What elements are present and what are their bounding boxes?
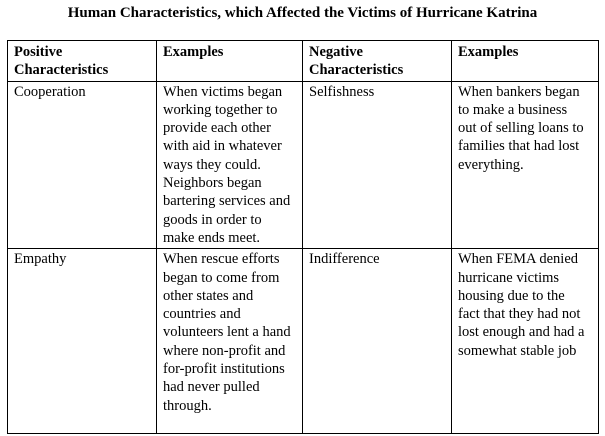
characteristics-table bbox=[7, 40, 599, 434]
table-header-row bbox=[8, 41, 599, 82]
header-positive-examples: Examples bbox=[157, 41, 303, 82]
positive-example-cell: When victims began working together to provide each other with aid in whatever ways they could. Neighbors began bartering services and goods in order to make ends meet. bbox=[157, 81, 303, 249]
negative-example-cell: When FEMA denied hurricane victims housing due to the fact that they had not lost enough and had a somewhat stable job bbox=[452, 249, 599, 434]
negative-example-cell: When bankers began to make a business out of selling loans to families that had lost everything. bbox=[452, 81, 599, 249]
positive-characteristic-cell: Cooperation bbox=[8, 81, 157, 249]
negative-characteristic-cell: Selfishness bbox=[303, 81, 452, 249]
positive-example-cell: When rescue efforts began to come from other states and countries and volunteers lent a hand where non-profit and for-profit institutions had never pulled through. bbox=[157, 249, 303, 434]
document-title: Human Characteristics, which Affected the Victims of Hurricane Katrina bbox=[67, 5, 538, 21]
header-negative-examples: Examples bbox=[452, 41, 599, 82]
header-positive-characteristics: Positive Characteristics bbox=[8, 41, 157, 82]
table-row bbox=[8, 81, 599, 249]
table-row bbox=[8, 249, 599, 434]
header-negative-characteristics: Negative Characteristics bbox=[303, 41, 452, 82]
positive-characteristic-cell: Empathy bbox=[8, 249, 157, 434]
negative-characteristic-cell: Indifference bbox=[303, 249, 452, 434]
